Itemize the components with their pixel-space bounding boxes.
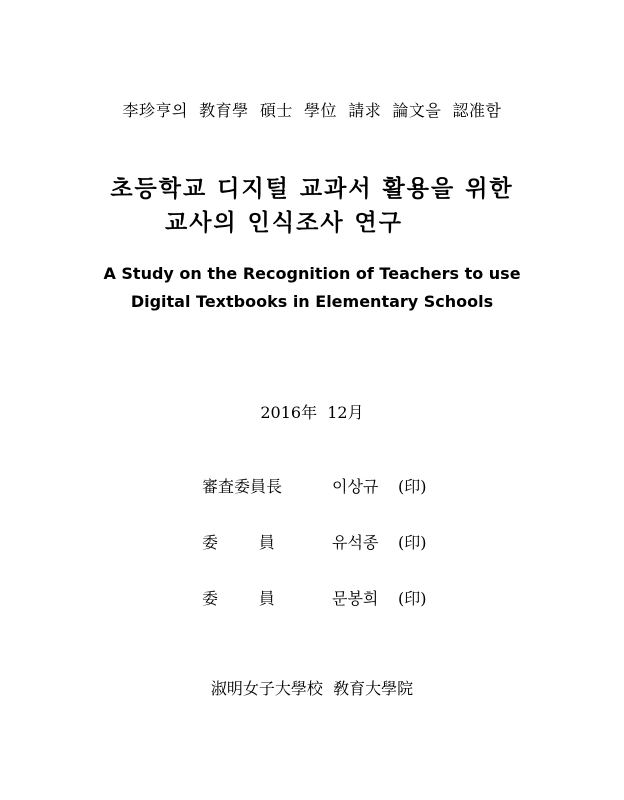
thesis-title-english-line-2: Digital Textbooks in Elementary Schools — [130, 292, 494, 311]
thesis-title-korean-line-1: 초등학교 디지털 교과서 활용을 위한 — [110, 175, 514, 202]
committee-role: 審査委員長 — [202, 477, 283, 496]
committee-member-name: 문봉희 — [332, 589, 379, 608]
committee-member-name: 유석종 — [332, 533, 379, 552]
thesis-title-english-line-1: A Study on the Recognition of Teachers to use — [103, 264, 521, 283]
institution-name: 淑明女子大學校 敎育大學院 — [210, 679, 414, 698]
committee-role: 委 員 — [202, 589, 275, 608]
submission-date: 2016年 12月 — [260, 403, 364, 422]
committee-member-name: 이상규 — [332, 477, 379, 496]
seal-mark: (印) — [398, 477, 427, 496]
thesis-title-korean-line-2: 교사의 인식조사 연구 — [165, 209, 403, 236]
approval-statement: 李珍亨의 教育學 碩士 學位 請求 論文을 認准함 — [122, 101, 502, 120]
committee-role: 委 員 — [202, 533, 275, 552]
seal-mark: (印) — [398, 589, 427, 608]
seal-mark: (印) — [398, 533, 427, 552]
